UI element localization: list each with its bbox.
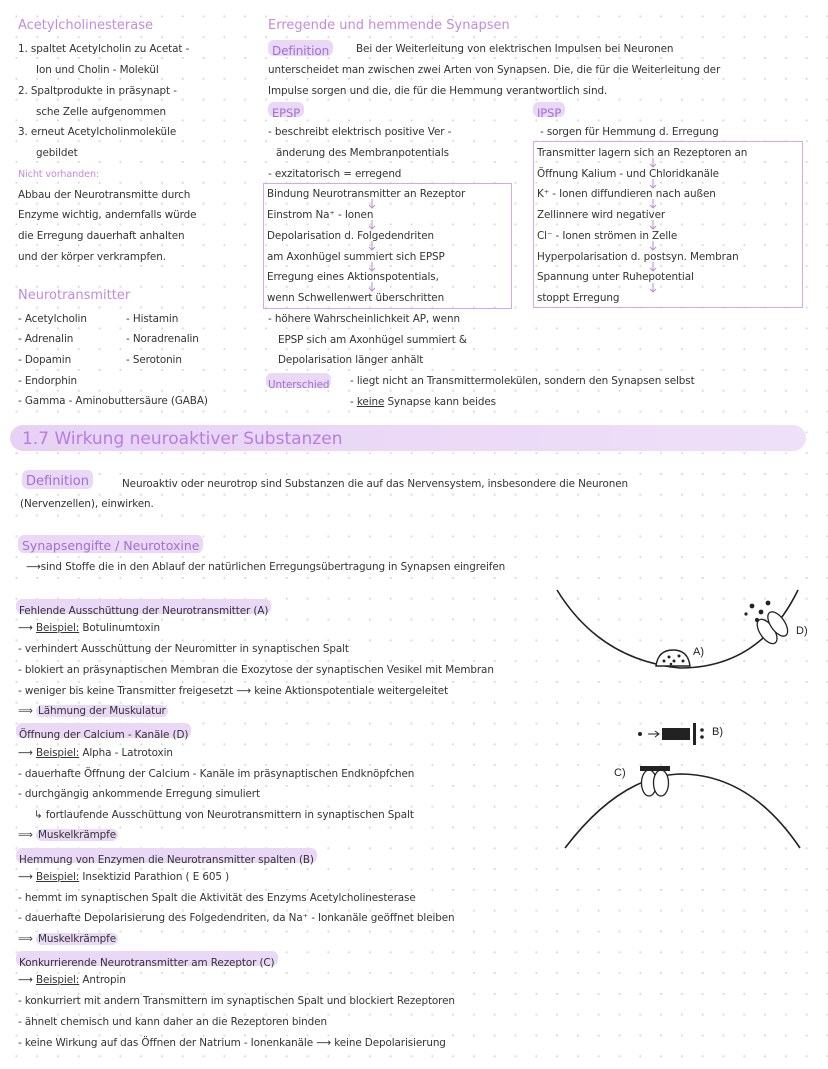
epsp-after-line-2: EPSP sich am Axonhügel summiert & [278,334,467,346]
ipsp-box-line-2: Öffnung Kalium - und Chloridkanäle [537,168,719,180]
epsp-box-line-3: Depolarisation d. Folgedendriten [267,230,434,242]
epsp-line-1: - beschreibt elektrisch positive Ver - [268,126,452,138]
block-d-line-3: ↳ fortlaufende Ausschüttung von Neurotransmittern in synaptischen Spalt [34,809,414,821]
label-a: A) [693,646,704,658]
section-def-line-2: (Nervenzellen), einwirken. [20,498,154,510]
block-a-line-1: - verhindert Ausschüttung der Neuromitter in synaptischen Spalt [18,643,349,655]
transmitter-col1-3: - Dopamin [18,354,72,366]
epsp-after-line-3: Depolarisation länger anhält [278,354,424,366]
synapses-title: Erregende und hemmende Synapsen [268,18,510,33]
block-b-line-1: - hemmt im synaptischen Spalt die Aktivität des Enzyms Acetylcholinesterase [18,892,416,904]
vesicle-a [656,650,690,666]
ipsp-line: - sorgen für Hemmung d. Erregung [540,126,719,138]
block-d-title: Öffnung der Calcium - Kanäle (D) [19,729,189,741]
epsp-box-line-6: wenn Schwellenwert überschritten [267,292,445,304]
ipsp-label: IPSP [537,106,562,120]
epsp-box-line-5: Erregung eines Aktionspotentials, [267,271,439,283]
not-present-line-2: Enzyme wichtig, andernfalls würde [18,209,197,221]
ipsp-box-line-4: Zellinnere wird negativer [537,209,666,221]
toxins-line: ⟶sind Stoffe die in den Ablauf der natürlichen Erregungsübertragung in Synapsen eingreifen [26,561,506,573]
not-present-label: Nicht vorhanden: [18,169,100,180]
transmitter-col2-2: - Noradrenalin [126,333,199,345]
ipsp-box-line-1: Transmitter lagern sich an Rezeptoren an [537,147,748,159]
block-a-result: ⟹ Lähmung der Muskulatur [18,705,166,717]
label-d: D) [796,625,808,637]
synapses-def-line-1: Bei der Weiterleitung von elektrischen Impulsen bei Neuronen [356,43,674,55]
epsp-box-line-4: am Axonhügel summiert sich EPSP [267,251,445,263]
not-present-line-3: die Erregung dauerhaft anhalten [18,230,185,242]
epsp-box-line-2: Einstrom Na⁺ - Ionen [267,209,374,221]
block-d-line-2: - durchgängig ankommende Erregung simuliert [18,788,260,800]
label-c: C) [614,767,626,779]
block-c-line-1: - konkurriert mit andern Transmittern im synaptischen Spalt und blockiert Rezeptoren [18,995,455,1007]
block-a-example: ⟶ Beispiel: Botulinumtoxin [18,622,160,634]
label-b: B) [712,726,723,738]
transmitter-col1-2: - Adrenalin [18,333,74,345]
difference-label: Unterschied [268,379,330,391]
receptor-c [640,766,670,796]
synapses-def-line-2: unterscheidet man zwischen zwei Arten von Synapsen. Die, die für die Weiterleitung der [268,64,721,76]
ache-item-1a: 1. spaltet Acetylcholin zu Acetat - [18,43,190,55]
block-d-result: ⟹ Muskelkrämpfe [18,829,117,841]
ipsp-arrows [650,158,656,292]
transmitter-col2-3: - Serotonin [126,354,182,366]
epsp-after-line-1: - höhere Wahrscheinlichkeit AP, wenn [268,313,460,325]
block-b-title: Hemmung von Enzymen die Neurotransmitter spalten (B) [19,854,314,866]
ache-item-2b: sche Zelle aufgenommen [36,106,166,118]
enzyme-b [638,723,704,745]
transmitter-col1-5: - Gamma - Aminobuttersäure (GABA) [18,395,208,407]
not-present-line-4: und der körper verkrampfen. [18,251,166,263]
block-b-result: ⟹ Muskelkrämpfe [18,933,117,945]
epsp-arrows [369,199,375,291]
epsp-box-line-1: Bindung Neurotransmitter an Rezeptor [267,188,466,200]
epsp-label: EPSP [272,106,301,120]
synapses-def-line-3: Impulse sorgen und die, die für die Hemmung verantwortlich sind. [268,85,608,97]
epsp-line-2: änderung des Membranpotentials [276,147,449,159]
ipsp-box-line-7: Spannung unter Ruhepotential [537,271,694,283]
block-d-example: ⟶ Beispiel: Alpha - Latrotoxin [18,747,173,759]
block-c-line-3: - keine Wirkung auf das Öffnen der Natrium - Ionenkanäle ⟶ keine Depolarisierung [18,1037,446,1049]
block-b-example: ⟶ Beispiel: Insektizid Parathion ( E 605 ) [18,871,230,883]
transmitter-col1-4: - Endorphin [18,375,77,387]
postsynaptic-membrane [565,774,800,848]
calcium-ions [744,601,770,623]
difference-line-1: - liegt nicht an Transmittermolekülen, sondern den Synapsen selbst [350,375,695,387]
section-definition-label: Definition [26,474,89,489]
block-c-example: ⟶ Beispiel: Antropin [18,974,126,986]
ache-item-1b: Ion und Cholin - Molekül [36,64,159,76]
ache-item-2a: 2. Spaltprodukte in präsynapt - [18,85,177,97]
ache-item-3b: gebildet [36,147,78,159]
block-d-line-1: - dauerhafte Öffnung der Calcium - Kanäle im präsynaptischen Endknöpfchen [18,768,415,780]
arrow-right-icon: ⟶ [26,561,41,573]
transmitter-title: Neurotransmitter [18,288,131,303]
ipsp-box-line-3: K⁺ - Ionen diffundieren nach außen [537,188,716,200]
ache-item-3a: 3. erneut Acetylcholinmoleküle [18,126,177,138]
synapses-definition-label: Definition [272,44,330,58]
block-c-line-2: - ähnelt chemisch und kann daher an die Rezeptoren binden [18,1016,327,1028]
section-def-line-1: Neuroaktiv oder neurotrop sind Substanzen die auf das Nervensystem, insbesondere die Neuronen [122,478,629,490]
block-a-line-3: - weniger bis keine Transmitter freigesetzt ⟶ keine Aktionspotentiale weitergeleitet [18,685,449,697]
transmitter-col2-1: - Histamin [126,313,179,325]
block-a-line-2: - blokiert an präsynaptischen Membran die Exozytose der synaptischen Vesikel mit Membran [18,664,494,676]
block-b-line-2: - dauerhafte Depolarisierung des Folgedendriten, da Na⁺ - Ionkanäle geöffnet bleiben [18,912,455,924]
epsp-line-3: - exzitatorisch = erregend [268,168,402,180]
ache-title: Acetylcholinesterase [18,18,153,33]
ipsp-box-line-6: Hyperpolarisation d. postsyn. Membran [537,251,739,263]
not-present-line-1: Abbau der Neurotransmitte durch [18,189,191,201]
block-a-title: Fehlende Ausschüttung der Neurotransmitter (A) [19,605,269,617]
difference-line-2: - keine Synapse kann beides [350,396,496,408]
ipsp-box-line-5: Cl⁻ - Ionen strömen in Zelle [537,230,678,242]
section-title: 1.7 Wirkung neuroaktiver Substanzen [22,429,343,449]
block-c-title: Konkurrierende Neurotransmitter am Rezeptor (C) [19,957,275,969]
transmitter-col1-1: - Acetylcholin [18,313,87,325]
ipsp-box-line-8: stoppt Erregung [537,292,620,304]
toxins-title: Synapsengifte / Neurotoxine [22,538,200,553]
